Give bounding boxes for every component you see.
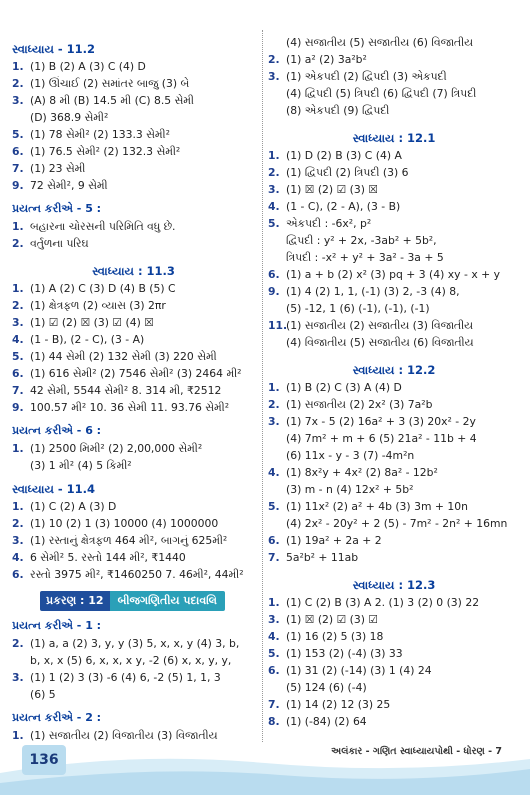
answer-text: (4) સજાતીય (5) સજાતીય (6) વિજાતીય [286,36,473,49]
answer-line [268,102,520,119]
answer-line [268,628,520,645]
question-number: 6. [268,534,280,547]
question-number: 3. [268,415,280,428]
answer-line [268,164,520,181]
answer-line [268,713,520,730]
question-number: 6. [268,268,280,281]
answer-text: (A) 8 મી (B) 14.5 મી (C) 8.5 સેમી [30,94,195,107]
answer-text: (1) (-84) (2) 64 [286,715,367,728]
answer-line [268,515,520,532]
question-number: 1. [268,149,280,162]
question-number: 5. [268,647,280,660]
answer-text: 6 સેમી² 5. રસ્તો 144 મી², ₹1440 [30,551,186,564]
subsection-heading: પ્રયત્ન કરીએ - 2 : [12,711,102,724]
answer-line [12,440,255,457]
answer-line [268,198,520,215]
question-number: 5. [12,350,24,363]
answer-line [268,662,520,679]
answer-line [268,249,520,266]
question-number: 7. [12,162,24,175]
question-number: 1. [268,596,280,609]
answer-text: (1 - C), (2 - A), (3 - B) [286,200,401,213]
question-number: 6. [12,145,24,158]
answer-text: (1) A (2) C (3) D (4) B (5) C [30,282,176,295]
question-number: 2. [12,517,24,530]
answer-line [12,532,255,549]
answer-text: (1) 16 (2) 5 (3) 18 [286,630,384,643]
answer-text: ત્રિપદી : -x² + y² + 3a² - 3a + 5 [286,251,444,264]
answer-text: (1) સજાતીય (2) સજાતીય (3) વિજાતીય [286,319,473,332]
question-number: 1. [12,220,24,233]
answer-line [12,75,255,92]
answer-line [12,143,255,160]
question-number: 1. [12,500,24,513]
left-column [12,34,255,744]
question-number: 1. [12,60,24,73]
answer-line [268,181,520,198]
answer-line [268,498,520,515]
answer-text: (8) એકપદી (9) દ્વિપદી [286,104,390,117]
answer-line [268,532,520,549]
question-number: 4. [268,200,280,213]
question-number: 4. [12,551,24,564]
answer-text: (1) ☑ (2) ☒ (3) ☑ (4) ☒ [30,316,154,329]
answer-line [268,266,520,283]
answer-text: એકપદી : -6x², p² [286,217,372,230]
answer-line [268,679,520,696]
answer-text: (1) ☒ (2) ☑ (3) ☑ [286,613,379,626]
question-number: 9. [12,401,24,414]
section-heading: સ્વાધ્યાય : 11.3 [92,264,175,278]
section-heading: સ્વાધ્યાય : 12.3 [352,578,436,592]
answer-text: રસ્તો 3975 મી², ₹1460250 7. 46મી², 44મી² [30,568,244,581]
answer-line [12,686,255,703]
answer-line [12,58,255,75]
answer-text: (1) દ્વિપદી (2) ત્રિપદી (3) 6 [286,166,409,179]
answer-line [268,147,520,164]
question-number: 6. [12,568,24,581]
answer-line [268,215,520,232]
answer-text: (1) D (2) B (3) C (4) A [286,149,402,162]
answer-line [12,457,255,474]
question-number: 5. [268,500,280,513]
footer [0,733,530,795]
question-number: 1. [12,729,24,742]
answer-text: (1) સજાતીય (2) વિજાતીય (3) વિજાતીય [30,729,218,742]
question-number: 3. [12,316,24,329]
question-number: 8. [268,715,280,728]
answer-text: (1) 19a² + 2a + 2 [286,534,382,547]
answer-text: (1) રસ્તાનું ક્ષેત્રફળ 464 મી², બાગનું 625મી² [30,534,228,547]
column-divider [262,30,263,742]
question-number: 1. [12,282,24,295]
question-number: 2. [268,398,280,411]
question-number: 2. [12,237,24,250]
answer-line [12,314,255,331]
answer-line [268,334,520,351]
answer-line [268,430,520,447]
answer-line [268,396,520,413]
answer-line [268,51,520,68]
question-number: 11. [268,319,288,332]
answer-text: (3) 1 મી² (4) 5 કિમી² [30,459,132,472]
answer-text: (1) 153 (2) (-4) (3) 33 [286,647,403,660]
question-number: 2. [12,299,24,312]
answer-text: (1) 10 (2) 1 (3) 10000 (4) 1000000 [30,517,219,530]
answer-line [268,481,520,498]
answer-text: (1) 78 સેમી² (2) 133.3 સેમી² [30,128,170,141]
answer-text: (1) B (2) A (3) C (4) D [30,60,146,73]
answer-text: (4) 2x² - 20y² + 2 (5) - 7m² - 2n² + 16mn [286,517,508,530]
question-number: 7. [268,551,280,564]
answer-line [268,232,520,249]
answer-line [12,635,255,652]
answer-line [268,645,520,662]
answer-line [12,92,255,109]
answer-line [12,160,255,177]
answer-line [12,382,255,399]
answer-line [12,669,255,686]
answer-text: (1) 8x²y + 4x² (2) 8a² - 12b² [286,466,438,479]
answer-line [12,566,255,583]
answer-text: (1) 11x² (2) a² + 4b (3) 3m + 10n [286,500,468,513]
question-number: 3. [12,534,24,547]
chapter-banner [40,591,255,611]
answer-text: (1) 31 (2) (-14) (3) 1 (4) 24 [286,664,432,677]
answer-text: (3) m - n (4) 12x² + 5b² [286,483,414,496]
answer-line [268,447,520,464]
answer-text: (1) a, a (2) 3, y, y (3) 5, x, x, y (4) 3, b, [30,637,240,650]
answer-text: (6) 5 [30,688,56,701]
section-heading: સ્વાધ્યાય - 11.4 [12,482,96,496]
answer-text: 100.57 મી² 10. 36 સેમી 11. 93.76 સેમી² [30,401,230,414]
answer-text: (D) 368.9 સેમી² [30,111,109,124]
answer-line [12,652,255,669]
answer-line [268,34,520,51]
answer-line [268,68,520,85]
answer-text: (1) 1 (2) 3 (3) -6 (4) 6, -2 (5) 1, 1, 3 [30,671,221,684]
answer-text: (1) 4 (2) 1, 1, (-1) (3) 2, -3 (4) 8, [286,285,460,298]
section-heading: સ્વાધ્યાય : 12.1 [352,131,436,145]
question-number: 9. [268,285,280,298]
answer-text: (1) ક્ષેત્રફળ (2) વ્યાસ (3) 2πr [30,299,166,312]
answer-text: (1) ઊંચાઈ (2) સમાંતર બાજુ (3) બે [30,77,190,90]
book-title: અલંકાર - ગણિત સ્વાધ્યાયપોથી - ધોરણ - 7 [331,746,502,757]
answer-text: (4) દ્વિપદી (5) ત્રિપદી (6) દ્વિપદી (7) ત્રિપદી [286,87,477,100]
question-number: 2. [268,166,280,179]
answer-line [12,177,255,194]
question-number: 6. [12,367,24,380]
question-number: 3. [268,183,280,196]
question-number: 7. [268,698,280,711]
question-number: 1. [268,381,280,394]
question-number: 4. [268,630,280,643]
answer-text: (4) 7m² + m + 6 (5) 21a² - 11b + 4 [286,432,477,445]
answer-text: (1) 76.5 સેમી² (2) 132.3 સેમી² [30,145,181,158]
question-number: 2. [12,637,24,650]
answer-text: (5) 124 (6) (-4) [286,681,367,694]
answer-line [268,379,520,396]
question-number: 3. [268,613,280,626]
answer-text: 72 સેમી², 9 સેમી [30,179,108,192]
question-number: 4. [268,466,280,479]
answer-text: (5) -12, 1 (6) (-1), (-1), (-1) [286,302,430,315]
answer-line [12,126,255,143]
answer-text: બહારના ચોરસની પરિમિતિ વધુ છે. [30,220,176,233]
answer-text: (1) 44 સેમી (2) 132 સેમી (3) 220 સેમી [30,350,217,363]
answer-text: (1) C (2) A (3) D [30,500,117,513]
answer-text: (6) 11x - y - 3 (7) -4m²n [286,449,415,462]
answer-line [12,109,255,126]
answer-line [268,594,520,611]
answer-text: (1 - B), (2 - C), (3 - A) [30,333,145,346]
answer-line [268,85,520,102]
question-number: 2. [268,53,280,66]
answer-text: (1) એકપદી (2) દ્વિપદી (3) એકપદી [286,70,447,83]
answer-text: (1) 23 સેમી [30,162,86,175]
subsection-heading: પ્રયત્ન કરીએ - 5 : [12,202,102,215]
answer-text: b, x, x (5) 6, x, x, x y, -2 (6) x, x, y, y, [30,654,232,667]
answer-line [268,317,520,334]
answer-line [12,498,255,515]
answer-text: (1) 14 (2) 12 (3) 25 [286,698,391,711]
answer-line [12,515,255,532]
answer-line [12,280,255,297]
answer-text: (1) a² (2) 3a²b² [286,53,367,66]
section-heading: સ્વાધ્યાય - 11.2 [12,42,96,56]
answer-text: (1) B (2) C (3) A (4) D [286,381,402,394]
question-number: 9. [12,179,24,192]
answer-line [12,235,255,252]
page-number: 136 [22,745,66,775]
right-column [268,34,520,730]
question-number: 4. [12,333,24,346]
answer-text: (1) C (2) B (3) A 2. (1) 3 (2) 0 (3) 22 [286,596,480,609]
answer-text: (1) 616 સેમી² (2) 7546 સેમી² (3) 2464 મી² [30,367,242,380]
answer-line [268,413,520,430]
question-number: 6. [268,664,280,677]
answer-line [268,549,520,566]
answer-text: (4) વિજાતીય (5) સજાતીય (6) વિજાતીય [286,336,474,349]
answer-line [12,348,255,365]
answer-line [12,297,255,314]
chapter-number: પ્રકરણ : 12 [40,591,110,611]
answer-text: (1) a + b (2) x² (3) pq + 3 (4) xy - x + y [286,268,501,281]
answer-text: (1) 2500 મિમી² (2) 2,00,000 સેમી² [30,442,203,455]
question-number: 5. [12,128,24,141]
answer-line [268,464,520,481]
answer-line [268,283,520,300]
section-heading: સ્વાધ્યાય : 12.2 [352,363,436,377]
answer-line [12,365,255,382]
answer-text: (1) સજાતીય (2) 2x² (3) 7a²b [286,398,433,411]
question-number: 3. [12,671,24,684]
answer-line [12,331,255,348]
answer-line [12,549,255,566]
subsection-heading: પ્રયત્ન કરીએ - 1 : [12,619,102,632]
answer-text: (1) ☒ (2) ☑ (3) ☒ [286,183,379,196]
question-number: 1. [12,442,24,455]
question-number: 2. [12,77,24,90]
question-number: 5. [268,217,280,230]
answer-line [268,611,520,628]
answer-text: દ્વિપદી : y² + 2x, -3ab² + 5b², [286,234,437,247]
answer-text: (1) 7x - 5 (2) 16a² + 3 (3) 20x² - 2y [286,415,476,428]
answer-line [268,300,520,317]
answer-line [268,696,520,713]
subsection-heading: પ્રયત્ન કરીએ - 6 : [12,424,102,437]
question-number: 3. [268,70,280,83]
answer-text: 42 સેમી, 5544 સેમી² 8. 314 મી, ₹2512 [30,384,222,397]
answer-line [12,399,255,416]
question-number: 7. [12,384,24,397]
question-number: 3. [12,94,24,107]
answer-text: વર્તુળના પરિઘ [30,237,89,250]
answer-text: 5a²b² + 11ab [286,551,359,564]
footer-wave [0,733,530,795]
chapter-title: બીજગણિતીય પદાવલિ [110,591,225,611]
answer-line [12,218,255,235]
